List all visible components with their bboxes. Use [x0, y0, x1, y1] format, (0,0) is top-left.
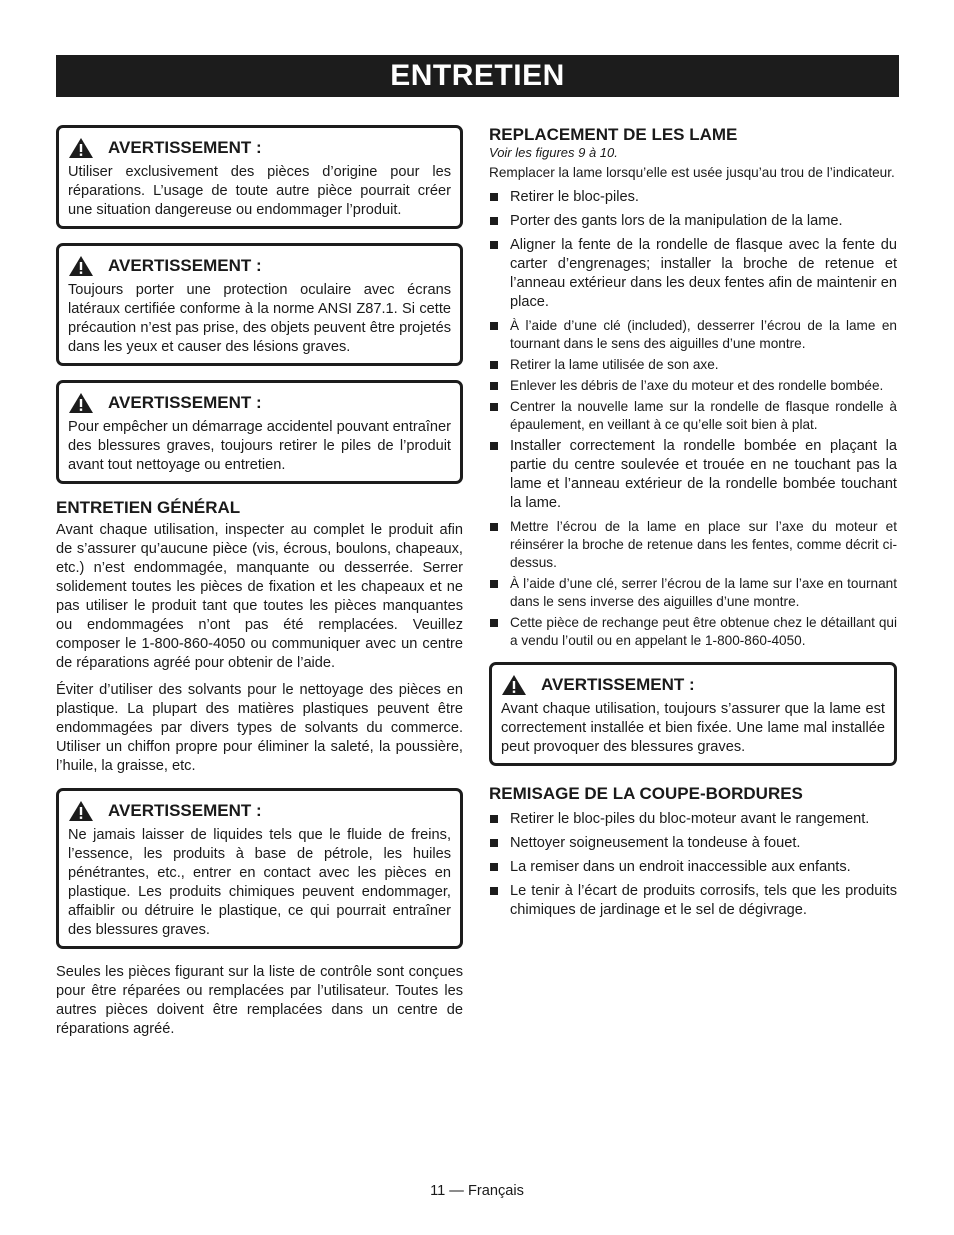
list-item: Enlever les débris de l’axe du moteur et des rondelle bombée.: [489, 377, 897, 395]
left-column: [56, 125, 463, 1047]
section-heading-blade: REPLACEMENT DE LES LAME: [489, 125, 738, 144]
warning-text: Toujours porter une protection oculaire avec écrans latéraux certifiée conforme à la norme ANSI Z87.1. Si cette précaution n’est pas prise, des objets peuvent être projetés dans les yeux et causer des lésions graves.: [68, 282, 451, 355]
right-column: [489, 125, 897, 932]
warning-title: AVERTISSEMENT :: [108, 256, 262, 275]
list-item: Mettre l’écrou de la lame en place sur l’axe du moteur et réinsérer la broche de retenue dans les fentes, comme décrit ci-dessus.: [489, 518, 897, 572]
warning-icon: [501, 674, 527, 696]
warning-box: [56, 125, 463, 229]
warning-box: [489, 662, 897, 766]
warning-text: Ne jamais laisser de liquides tels que le fluide de freins, l’essence, les produits à base de pétrole, les huiles pénétrantes, etc., entrer en contact avec les pièces en plastique. Les produits chimiques peuvent endommager, affaiblir ou détruire le plastique, ce qui pourrait entraîner des blessures graves.: [68, 827, 451, 938]
section-heading-storage: REMISAGE DE LA COUPE-BORDURES: [489, 784, 803, 803]
warning-text: Pour empêcher un démarrage accidentel pouvant entraîner des blessures graves, toujours retirer le piles de l’produit avant tout nettoyage ou entretien.: [68, 419, 451, 473]
warning-title: AVERTISSEMENT :: [541, 675, 695, 694]
figure-reference: Voir les figures 9 à 10.: [489, 145, 618, 160]
list-item: Aligner la fente de la rondelle de flasque avec la fente du carter d’engrenages; installer la broche de retenue et l’anneau extérieur dans les deux fentes afin de maintenir en place.: [489, 236, 897, 312]
list-item: À l’aide d’une clé (included), desserrer l’écrou de la lame en tournant dans le sens des aiguilles d’une montre.: [489, 317, 897, 353]
list-item: Centrer la nouvelle lame sur la rondelle de flasque rondelle à épaulement, en veillant à ce qu’elle soit bien à plat.: [489, 398, 897, 434]
warning-box: [56, 788, 463, 949]
warning-icon: [68, 392, 94, 414]
warning-text: Avant chaque utilisation, toujours s’assurer que la lame est correctement installée et bien fixée. Une lame mal installée peut provoquer des blessures graves.: [501, 701, 885, 755]
list-item: Nettoyer soigneusement la tondeuse à fouet.: [489, 834, 897, 853]
section-heading-general: ENTRETIEN GÉNÉRAL: [56, 498, 241, 517]
list-item: Porter des gants lors de la manipulation de la lame.: [489, 212, 897, 231]
warning-icon: [68, 137, 94, 159]
page-title: ENTRETIEN: [56, 55, 899, 97]
list-item: Retirer la lame utilisée de son axe.: [489, 356, 897, 374]
warning-title: AVERTISSEMENT :: [108, 801, 262, 820]
closing-paragraph: Seules les pièces figurant sur la liste de contrôle sont conçues pour être réparées ou remplacées par l’utilisateur. Toutes les autres pièces doivent être remplacées dans un centre de réparations agréé.: [56, 964, 463, 1037]
warning-text: Utiliser exclusivement des pièces d’origine pour les réparations. L’usage de toute autre pièce pourrait créer une situation dangereuse ou endommager l’produit.: [68, 164, 451, 218]
list-item: Retirer le bloc-piles.: [489, 188, 897, 207]
general-paragraph-2: Éviter d’utiliser des solvants pour le nettoyage des pièces en plastique. La plupart des matières plastiques peuvent être endommagées par divers types de solvants du commerce. Utiliser un chiffon propre pour éliminer la saleté, la poussière, l’huile, la graisse, etc.: [56, 682, 463, 774]
warning-box: [56, 243, 463, 366]
list-item: La remiser dans un endroit inaccessible aux enfants.: [489, 858, 897, 877]
warning-box: [56, 380, 463, 484]
storage-list: [489, 810, 897, 920]
list-item: Retirer le bloc-piles du bloc-moteur avant le rangement.: [489, 810, 897, 829]
blade-intro: Remplacer la lame lorsqu’elle est usée jusqu’au trou de l’indicateur.: [489, 165, 895, 180]
page-footer: 11 — Français: [430, 1183, 524, 1199]
list-item: Installer correctement la rondelle bombée en plaçant la partie du centre soulevée et trouée en ne touchant pas la lame et l’anneau extérieur de la rondelle bombée touchant la lame.: [489, 437, 897, 513]
list-item: Cette pièce de rechange peut être obtenue chez le détaillant qui a vendu l’outil ou en appelant le 1-800-860-4050.: [489, 614, 897, 650]
warning-title: AVERTISSEMENT :: [108, 138, 262, 157]
blade-steps-list: [489, 188, 897, 650]
list-item: À l’aide d’une clé, serrer l’écrou de la lame sur l’axe en tournant dans le sens inverse des aiguilles d’une montre.: [489, 575, 897, 611]
warning-icon: [68, 800, 94, 822]
warning-title: AVERTISSEMENT :: [108, 393, 262, 412]
list-item: Le tenir à l’écart de produits corrosifs, tels que les produits chimiques de jardinage et le sel de dégivrage.: [489, 882, 897, 920]
warning-icon: [68, 255, 94, 277]
general-paragraph-1: Avant chaque utilisation, inspecter au complet le produit afin de s’assurer qu’aucune pièce (vis, écrous, boulons, chapeaux, etc.) n’est endommagée, manquante ou desserrée. Serrer solidement toutes les pièces de fixation et les chapeaux et ne pas utiliser le produit tant que toutes les pièces manquantes ou endommagées n’ont pas été remplacées. Veuillez composer le 1-800-860-4050 ou communiquer avec un centre de réparations agréé pour obtenir de l’aide.: [56, 522, 463, 671]
